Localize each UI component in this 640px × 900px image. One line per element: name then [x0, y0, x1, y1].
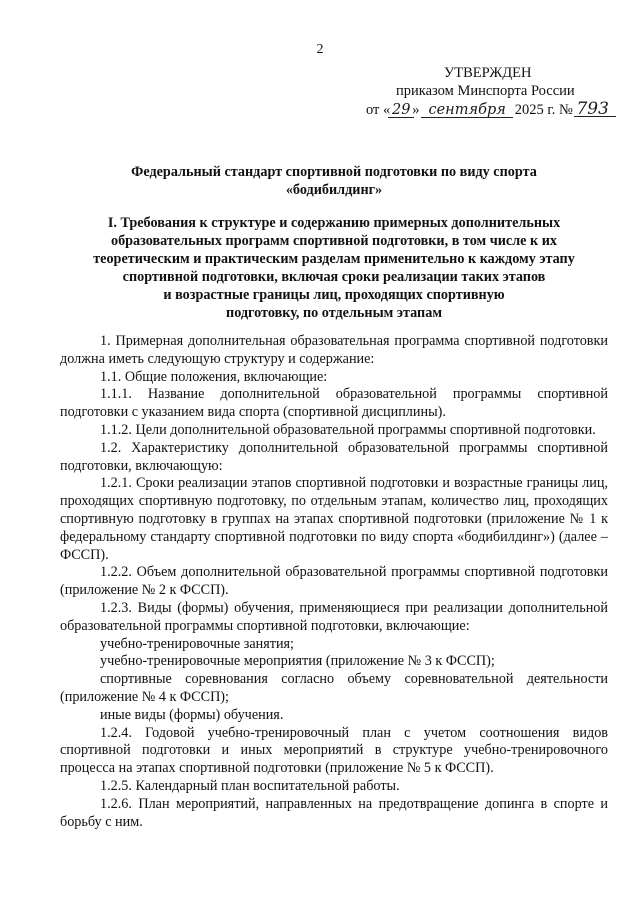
section-line-3: теоретическим и практическим разделам применительно к каждому этапу [93, 251, 575, 267]
date-prefix: от « [366, 102, 391, 118]
year-and-number-label: 2025 г. № [514, 102, 573, 118]
page-number: 2 [316, 42, 324, 57]
approval-heading: УТВЕРЖДЕН [444, 65, 532, 81]
section-line-1: I. Требования к структуре и содержанию примерных дополнительных [107, 215, 561, 231]
handwritten-order-number: 793 [576, 100, 614, 118]
paragraph-1-2-2: 1.2.2. Объем дополнительной образовательной программы спортивной подготовки (приложение № 2 к ФССП). [60, 564, 608, 599]
section-line-6: подготовку, по отдельным этапам [226, 305, 442, 321]
section-line-4: спортивной подготовки, включая сроки реализации таких этапов [122, 269, 546, 285]
section-line-5: и возрастные границы лиц, проходящих спортивную [163, 287, 505, 303]
handwritten-day: 29 [392, 102, 411, 118]
paragraph-1-2-1: 1.2.1. Сроки реализации этапов спортивной подготовки и возрастные границы лиц, проходящих спортивную подготовку, по отдельным этапам, количество лиц, проходящих спортивную подготовку в группах на этапах спортивной подготовки (приложение № 1 к федеральному стандарту спортивной подготовки по виду спорта «бодибилдинг») (далее – ФССП). [60, 475, 608, 563]
approval-order-line: приказом Минспорта России [396, 83, 575, 99]
approval-block [366, 64, 616, 119]
title-line-1: Федеральный стандарт спортивной подготовки по виду спорта [131, 164, 537, 180]
paragraph-1-2-3: 1.2.3. Виды (формы) обучения, применяющиеся при реализации дополнительной образовательной программы спортивной подготовки, включающие: [60, 599, 608, 634]
document-body [60, 333, 608, 831]
paragraph-1-1-2: 1.1.2. Цели дополнительной образовательной программы спортивной подготовки. [100, 421, 596, 438]
paragraph-1-2-5: 1.2.5. Календарный план воспитательной работы. [100, 777, 400, 794]
list-item-training-sessions: учебно-тренировочные занятия; [100, 635, 295, 652]
approval-date-line [366, 100, 616, 119]
list-item-training-events: учебно-тренировочные мероприятия (приложение № 3 к ФССП); [100, 653, 495, 670]
paragraph-1-1: 1.1. Общие положения, включающие: [100, 368, 328, 385]
paragraph-1-1-1: 1.1.1. Название дополнительной образовательной программы спортивной подготовки с указанием вида спорта (спортивной дисциплины). [60, 386, 608, 421]
handwritten-month: сентября [423, 101, 511, 119]
date-quote-close: » [412, 102, 420, 118]
document-title [60, 163, 608, 199]
list-item-other-forms: иные виды (формы) обучения. [100, 706, 284, 723]
title-line-2: «бодибилдинг» [285, 182, 383, 198]
list-item-competitions: спортивные соревнования согласно объему соревновательной деятельности (приложение № 4 к ФССП); [60, 671, 608, 705]
paragraph-1-2-6: 1.2.6. План мероприятий, направленных на предотвращение допинга в спорте и борьбу с ним. [60, 795, 608, 830]
paragraph-1-2-4: 1.2.4. Годовой учебно-тренировочный план с учетом соотношения видов спортивной подготовки и иных мероприятий в структуре учебно-тренировочного процесса на этапах спортивной подготовки (приложение № 5 к ФССП). [60, 724, 608, 777]
section-heading [60, 214, 608, 322]
paragraph-1: 1. Примерная дополнительная образовательная программа спортивной подготовки должна иметь следующую структуру и содержание: [60, 333, 608, 367]
section-line-2: образовательных программ спортивной подготовки, в том числе к их [110, 233, 557, 249]
paragraph-1-2: 1.2. Характеристику дополнительной образовательной программы спортивной подготовки, включающую: [60, 439, 608, 474]
